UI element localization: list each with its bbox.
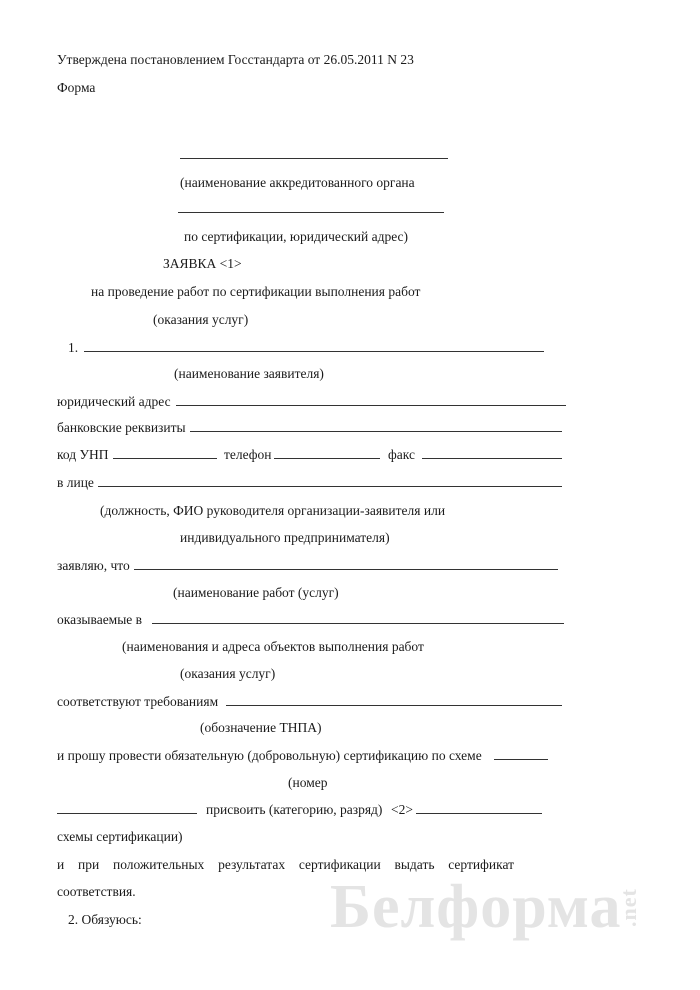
document-subtitle-2: (оказания услуг): [153, 312, 249, 327]
watermark-brand: Белформа: [330, 873, 622, 941]
comply-line[interactable]: [226, 705, 562, 706]
person-caption-2: индивидуального предпринимателя): [180, 530, 390, 545]
fax-line[interactable]: [422, 458, 562, 459]
document-title: ЗАЯВКА <1>: [163, 256, 242, 271]
issue-text: и при положительных результатах сертификации выдать сертификат: [57, 857, 514, 872]
provided-in-label: оказываемые в: [57, 612, 143, 627]
recipient-name-line[interactable]: [180, 158, 448, 159]
recipient-caption-2: по сертификации, юридический адрес): [184, 229, 409, 244]
declare-label: заявляю, что: [57, 558, 130, 573]
comply-label: соответствуют требованиям: [57, 694, 219, 709]
category-line[interactable]: [416, 813, 542, 814]
provided-in-line[interactable]: [152, 623, 564, 624]
phone-line[interactable]: [274, 458, 380, 459]
scheme-number-line[interactable]: [494, 759, 548, 760]
item-2-text: 2. Обязуюсь:: [68, 912, 142, 927]
request-text: и прошу провести обязательную (добровольную) сертификацию по схеме: [57, 748, 482, 763]
person-line[interactable]: [98, 486, 562, 487]
person-caption-1: (должность, ФИО руководителя организации-заявителя или: [100, 503, 446, 518]
recipient-address-line[interactable]: [178, 212, 444, 213]
footnote-2: <2>: [391, 802, 413, 817]
conformity-text: соответствия.: [57, 884, 136, 899]
applicant-name-line[interactable]: [84, 351, 544, 352]
objects-caption-1: (наименования и адреса объектов выполнения работ: [122, 639, 424, 654]
approval-note: Утверждена постановлением Госстандарта от 26.05.2011 N 23: [57, 52, 414, 67]
applicant-caption: (наименование заявителя): [174, 366, 324, 381]
bank-details-label: банковские реквизиты: [57, 420, 186, 435]
scheme-line[interactable]: [57, 813, 197, 814]
number-caption: (номер: [288, 775, 328, 790]
legal-address-label: юридический адрес: [57, 394, 171, 409]
objects-caption-2: (оказания услуг): [180, 666, 276, 681]
belforma-watermark: [330, 872, 660, 943]
declare-line[interactable]: [134, 569, 558, 570]
form-label: Форма: [57, 80, 96, 95]
unp-label: код УНП: [57, 447, 109, 462]
person-label: в лице: [57, 475, 94, 490]
legal-address-line[interactable]: [176, 405, 566, 406]
recipient-caption-1: (наименование аккредитованного органа: [180, 175, 415, 190]
unp-line[interactable]: [113, 458, 217, 459]
tnpa-caption: (обозначение ТНПА): [200, 720, 322, 735]
phone-label: телефон: [224, 447, 272, 462]
document-subtitle-1: на проведение работ по сертификации выполнения работ: [91, 284, 421, 299]
fax-label: факс: [388, 447, 415, 462]
works-caption: (наименование работ (услуг): [173, 585, 339, 600]
scheme-caption: схемы сертификации): [57, 829, 183, 844]
watermark-domain: .net: [615, 888, 641, 927]
bank-details-line[interactable]: [190, 431, 562, 432]
assign-label: присвоить (категорию, разряд): [206, 802, 383, 817]
item-1-number: 1.: [68, 340, 79, 355]
